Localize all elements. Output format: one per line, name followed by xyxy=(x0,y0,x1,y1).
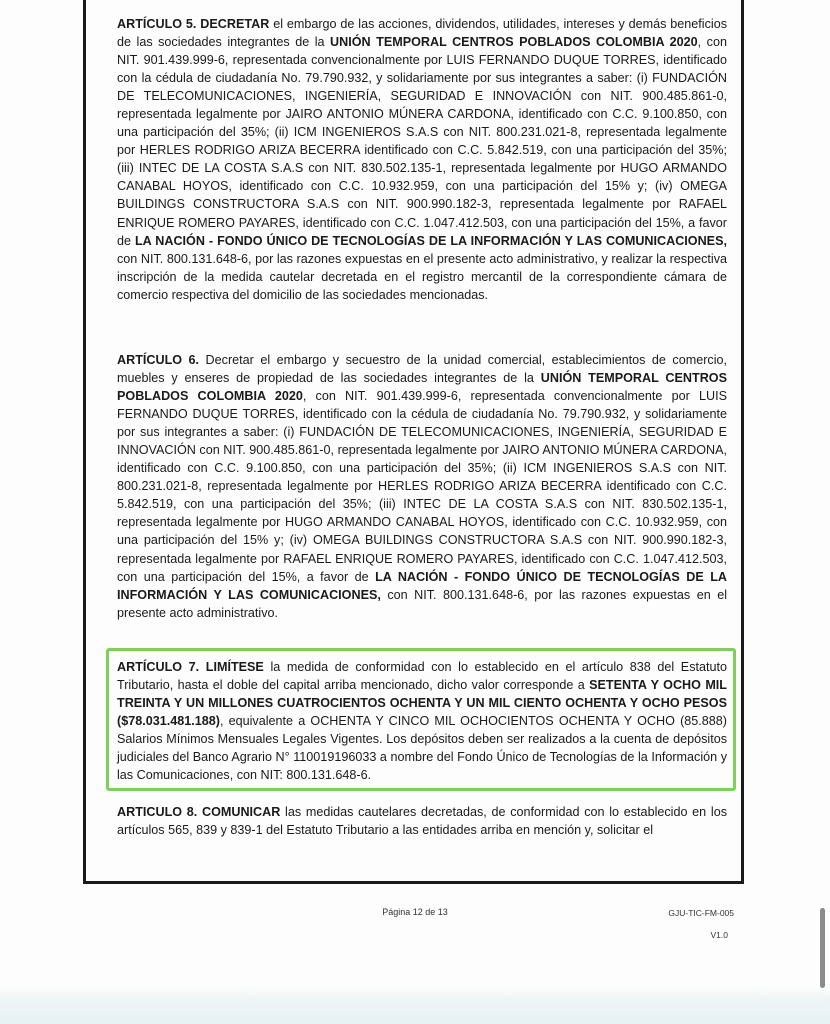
art5-segment: , con NIT. 901.439.999-6, representada convencionalmente por LUIS FERNANDO DUQUE TORRES, identificado con la cédula de ciudadanía No. 79.790.932, y solidariamente por sus integrantes a saber: (i) FUNDACIÓN DE TELECOMUNICACIONES, INGENIERÍA, SEGURIDAD E INNOVACIÓN con NIT. 900.485.861-0, representada legalmente por JAIRO ANTONIO MÚNERA CARDONA, identificado con C.C. 9.100.850, con una participación del 35%; (ii) ICM INGENIEROS S.A.S con NIT. 800.231.021-8, representada legalmente por HERLES RODRIGO ARIZA BECERRA identificado con C.C. 5.842.519, con una participación del 35%; (iii) INTEC DE LA COSTA S.A.S con NIT. 830.502.135-1, representada legalmente por HUGO ARMANDO CANABAL HOYOS, identificado con C.C. 10.932.959, con una participación del 15% y; (iv) OMEGA BUILDINGS CONSTRUCTORA S.A.S con NIT. 900.990.182-3, representada legalmente por RAFAEL ENRIQUE ROMERO PAYARES, identificado con C.C. 1.047.412.503, con una participación del 15%, a favor de xyxy=(117,35,727,248)
art6-segment: LA NACIÓN - FONDO ÚNICO DE TECNOLOGÍAS DE LA INFORMACIÓN Y LAS COMUNICACIONES, xyxy=(117,569,727,602)
art5-segment: el embargo de las acciones, dividendos, utilidades, intereses y demás beneficios de las sociedades integrantes de la xyxy=(117,17,727,50)
art5-segment: LA NACIÓN - FONDO ÚNICO DE TECNOLOGÍAS DE LA INFORMACIÓN Y LAS COMUNICACIONES, xyxy=(134,233,727,248)
article-8-paragraph xyxy=(117,803,727,839)
article-5-paragraph xyxy=(117,15,727,304)
blurred-bottom-strip xyxy=(0,985,830,1024)
art7-segment: SETENTA Y OCHO MIL TREINTA Y UN MILLONES CUATROCIENTOS OCHENTA Y UN MIL CIENTO OCHENTA Y OCHO PESOS ($78.031.481.188) xyxy=(117,678,727,729)
art6-segment: UNIÓN TEMPORAL CENTROS POBLADOS COLOMBIA 2020 xyxy=(117,371,727,404)
art5-segment: UNIÓN TEMPORAL CENTROS POBLADOS COLOMBIA 2020 xyxy=(330,35,698,50)
art7-segment: ARTÍCULO 7. LIMÍTESE xyxy=(117,660,264,674)
art6-segment: con NIT. 800.131.648-6, por las razones expuestas en el presente acto administrativo. xyxy=(117,587,728,620)
scrollbar-thumb[interactable] xyxy=(820,908,825,988)
art5-segment: con NIT. 800.131.648-6, por las razones expuestas en el presente acto administrativo, y realizar la respectiva inscripción de la medida cautelar decretada en el registro mercantil de la correspondiente cámara de comercio respectiva del domicilio de las sociedades mencionadas. xyxy=(117,251,727,302)
art6-segment: ARTÍCULO 6. xyxy=(117,353,200,367)
document-code: GJU-TIC-FM-005 xyxy=(668,908,734,918)
page-number: Página 12 de 13 xyxy=(382,907,448,917)
art5-segment: ARTÍCULO 5. DECRETAR xyxy=(117,17,270,31)
art8-segment: ARTICULO 8. COMUNICAR xyxy=(117,805,281,819)
art8-segment: las medidas cautelares decretadas, de conformidad con lo establecido en los artículos 565, 839 y 839-1 del Estatuto Tributario a las entidades arriba en mención y, solicitar el xyxy=(117,805,727,838)
art7-segment: la medida de conformidad con lo establecido en el artículo 838 del Estatuto Tributario, hasta el doble del capital arriba mencionado, dicho valor corresponde a xyxy=(117,660,727,693)
art7-segment: , equivalente a OCHENTA Y CINCO MIL OCHOCIENTOS OCHENTA Y OCHO (85.888) Salarios Mínimos Mensuales Legales Vigentes. Los depósitos deben ser realizados a la cuenta de depósitos judiciales del Banco Agrario N° 110019196033 a nombre del Fondo Único de Tecnologías de la Información y las Comunicaciones, con NIT: 800.131.648-6. xyxy=(117,714,727,783)
document-version: V1.0 xyxy=(710,930,728,940)
article-6-paragraph xyxy=(117,351,727,622)
article-7-paragraph xyxy=(117,658,727,784)
art6-segment: , con NIT. 901.439.999-6, representada convencionalmente por LUIS FERNANDO DUQUE TORRES, identificado con la cédula de ciudadanía No. 79.790.932, y solidariamente por sus integrantes a saber: (i) FUNDACIÓN DE TELECOMUNICACIONES, INGENIERÍA, SEGURIDAD E INNOVACIÓN con NIT. 900.485.861-0, representada legalmente por JAIRO ANTONIO MÚNERA CARDONA, identificado con C.C. 9.100.850, con una participación del 35%; (ii) ICM INGENIEROS S.A.S con NIT. 800.231.021-8, representada legalmente por HERLES RODRIGO ARIZA BECERRA identificado con C.C. 5.842.519, con una participación del 35%; (iii) INTEC DE LA COSTA S.A.S con NIT. 830.502.135-1, representada legalmente por HUGO ARMANDO CANABAL HOYOS, identificado con C.C. 10.932.959, con una participación del 15% y; (iv) OMEGA BUILDINGS CONSTRUCTORA S.A.S con NIT. 900.990.182-3, representada legalmente por RAFAEL ENRIQUE ROMERO PAYARES, identificado con C.C. 1.047.412.503, con una participación del 15%, a favor de xyxy=(117,389,727,584)
art6-segment: Decretar el embargo y secuestro de la unidad comercial, establecimientos de comercio, muebles y enseres de propiedad de las sociedades integrantes de la xyxy=(117,353,728,386)
